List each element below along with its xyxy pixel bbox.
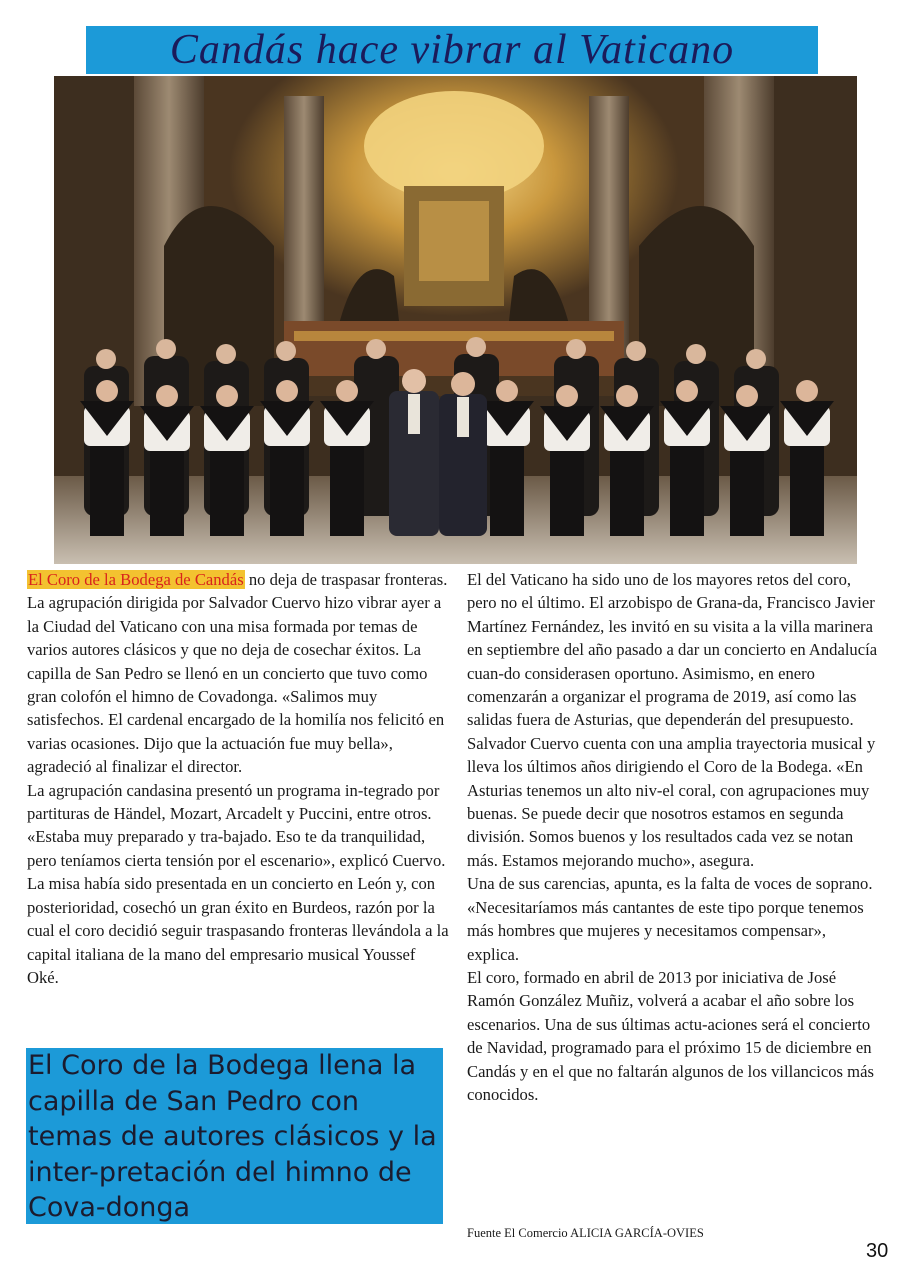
- choir-photo-illustration: [54, 76, 857, 564]
- article-title: Candás hace vibrar al Vaticano: [86, 26, 818, 74]
- choir-photo: [54, 76, 857, 564]
- left-paragraph-1: [27, 568, 449, 779]
- source-credit: Fuente El Comercio ALICIA GARCÍA-OVIES: [467, 1226, 704, 1240]
- article-left-column: [27, 568, 449, 989]
- pull-quote: El Coro de la Bodega llena la capilla de San Pedro con temas de autores clásicos y la inter-pretación del himno de Cova-donga: [26, 1048, 443, 1224]
- page-number: 30: [866, 1240, 889, 1262]
- lead-highlight: El Coro de la Bodega de Candás: [28, 570, 244, 589]
- right-paragraph-4: El coro, formado en abril de 2013 por iniciativa de José Ramón González Muñiz, volverá a acabar el año sobre los escenarios. Una de sus últimas actu-aciones será el concierto de Navidad, programado para el próximo 15 de diciembre en Candás y en el que no faltarán algunos de los villancicos más conocidos.: [467, 967, 874, 1104]
- left-paragraph-2: La agrupación candasina presentó un programa in-tegrado por partituras de Händel, Mozart, Arcadelt y Puccini, entre otros. «Estaba muy preparado y tra-bajado. Eso te da tranquilidad, pero teníamos cierta tensión por el escenario», explicó Cuervo. La misa había sido presentada en un concierto en León y, con posterioridad, cosechó un gran éxito en Burdeos, razón por la cual el coro decidió seguir traspasando fronteras llevándola a la capital italiana de la mano del empresario musical Youssef Oké.: [27, 780, 449, 987]
- article-right-column: [467, 568, 879, 1106]
- right-paragraph-2: Salvador Cuervo cuenta con una amplia trayectoria musical y lleva los últimos años dirigiendo el Coro de la Bodega. «En Asturias tenemos un alto niv-el coral, con agrupaciones muy buenas. Se puede decir que nosotros estamos en segunda división. Somos buenos y los resultados cada vez se notan más. Estamos mejorando mucho», asegura.: [467, 733, 876, 870]
- right-paragraph-3: Una de sus carencias, apunta, es la falta de voces de soprano. «Necesitaríamos más cantantes de este tipo porque tenemos más hombres que mujeres y necesitamos compensar», explica.: [467, 874, 873, 964]
- right-paragraph-1: El del Vaticano ha sido uno de los mayores retos del coro, pero no el último. El arzobispo de Grana-da, Francisco Javier Martínez Fernández, les invitó en su visita a la villa marinera en septiembre del año pasado a dar un concierto en Andalucía cuan-do considerasen oportuno. Asimismo, en enero comenzarán a organizar el programa de 2019, así como las salidas fuera de Asturias, que dependerán del presupuesto.: [467, 570, 878, 730]
- left-paragraph-1-text: no deja de traspasar fronteras. La agrupación dirigida por Salvador Cuervo hizo vibrar ayer a la Ciudad del Vaticano con una misa formada por temas de varios autores clásicos y que no deja de cosechar éxitos. La capilla de San Pedro se llenó en un concierto que tuvo como gran colofón el himno de Covadonga. «Salimos muy satisfechos. El cardenal encargado de la homilía nos felicitó en varias ocasiones. Dijo que la actuación fue muy bella», agradeció al finalizar el director.: [27, 570, 448, 777]
